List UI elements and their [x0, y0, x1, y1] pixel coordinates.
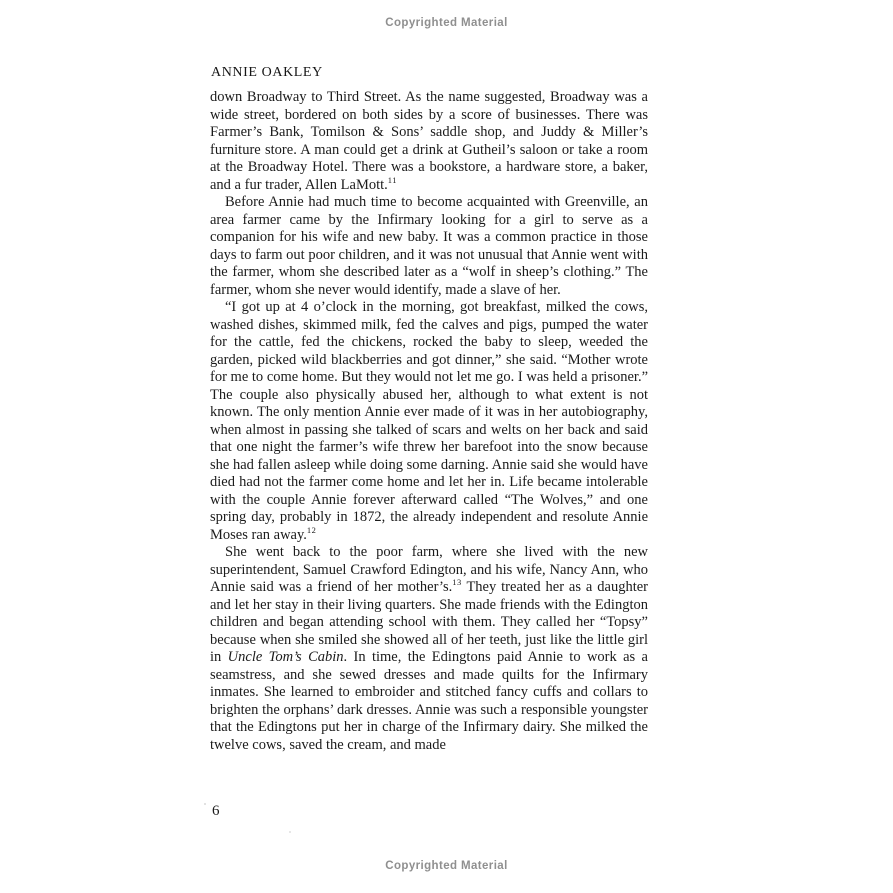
body-text-column: [210, 89, 648, 754]
scan-artifact-dot: [204, 803, 206, 805]
page-number: 6: [212, 803, 220, 819]
copyright-watermark-bottom: Copyrighted Material: [385, 860, 508, 872]
paragraph-2: [210, 194, 648, 299]
paragraph-4-text-c: . In time, the Edingtons paid Annie to work as a seamstress, and she sewed dresses and made quilts for the Infirmary inmates. She learned to embroider and stitched fancy cuffs and collars to brighten the orphans’ dark dresses. Annie was such a responsible youngster that the Edingtons put her in charge of the Infirmary dairy. She milked the twelve cows, saved the cream, and made: [210, 649, 648, 753]
scan-artifact-dot: [289, 831, 291, 833]
copyright-watermark-top: Copyrighted Material: [385, 17, 508, 29]
paragraph-2-text: Before Annie had much time to become acquainted with Greenville, an area farmer came by the Infirmary looking for a girl to serve as a companion for his wife and new baby. It was a common practice in those days to farm out poor children, and it was not unusual that Annie went with the farmer, whom she described later as a “wolf in sheep’s clothing.” The farmer, whom she never would identify, made a slave of her.: [210, 194, 648, 298]
paragraph-3-text: “I got up at 4 o’clock in the morning, got breakfast, milked the cows, washed dishes, skimmed milk, fed the calves and pigs, pumped the water for the cattle, fed the chickens, rocked the baby to sleep, weeded the garden, picked wild blackberries and got dinner,” she said. “Mother wrote for me to come home. But they would not let me go. I was held a prisoner.” The couple also physically abused her, although to what extent is not known. The only mention Annie ever made of it was in her autobiography, when almost in passing she talked of scars and welts on her back and said that one night the farmer’s wife threw her barefoot into the snow because she had fallen asleep while doing some darning. Annie said she would have died had not the farmer come home and let her in. Life became intolerable with the couple Annie forever afterward called “The Wolves,” and one spring day, probably in 1872, the already independent and resolute Annie Moses ran away.: [210, 299, 648, 543]
footnote-ref-13: 13: [452, 577, 462, 588]
footnote-ref-11: 11: [387, 174, 397, 185]
paragraph-4-text-b: They treated her as a daughter and let her stay in their living quarters. She made friends with the Edington children and began attending school with them. They called her “Topsy” because when she smiled she showed all of her teeth, just like the little girl in: [210, 579, 649, 665]
book-title: Uncle Tom’s Cabin: [227, 649, 344, 665]
paragraph-4-text-a: She went back to the poor farm, where she lived with the new superintendent, Samuel Crawford Edington, and his wife, Nancy Ann, who Annie said was a friend of her mother’s.: [210, 544, 648, 595]
footnote-ref-12: 12: [306, 524, 317, 535]
paragraph-1: [210, 89, 648, 194]
paragraph-1-text: down Broadway to Third Street. As the name suggested, Broadway was a wide street, bordered on both sides by a score of businesses. There was Farmer’s Bank, Tomilson & Sons’ saddle shop, and Juddy & Miller’s furniture store. A man could get a drink at Gutheil’s saloon or take a room at the Broadway Hotel. There was a bookstore, a hardware store, a baker, and a fur trader, Allen LaMott.: [210, 89, 648, 193]
running-head: ANNIE OAKLEY: [211, 65, 323, 80]
paragraph-3: [210, 299, 648, 544]
paragraph-4: [210, 544, 648, 754]
